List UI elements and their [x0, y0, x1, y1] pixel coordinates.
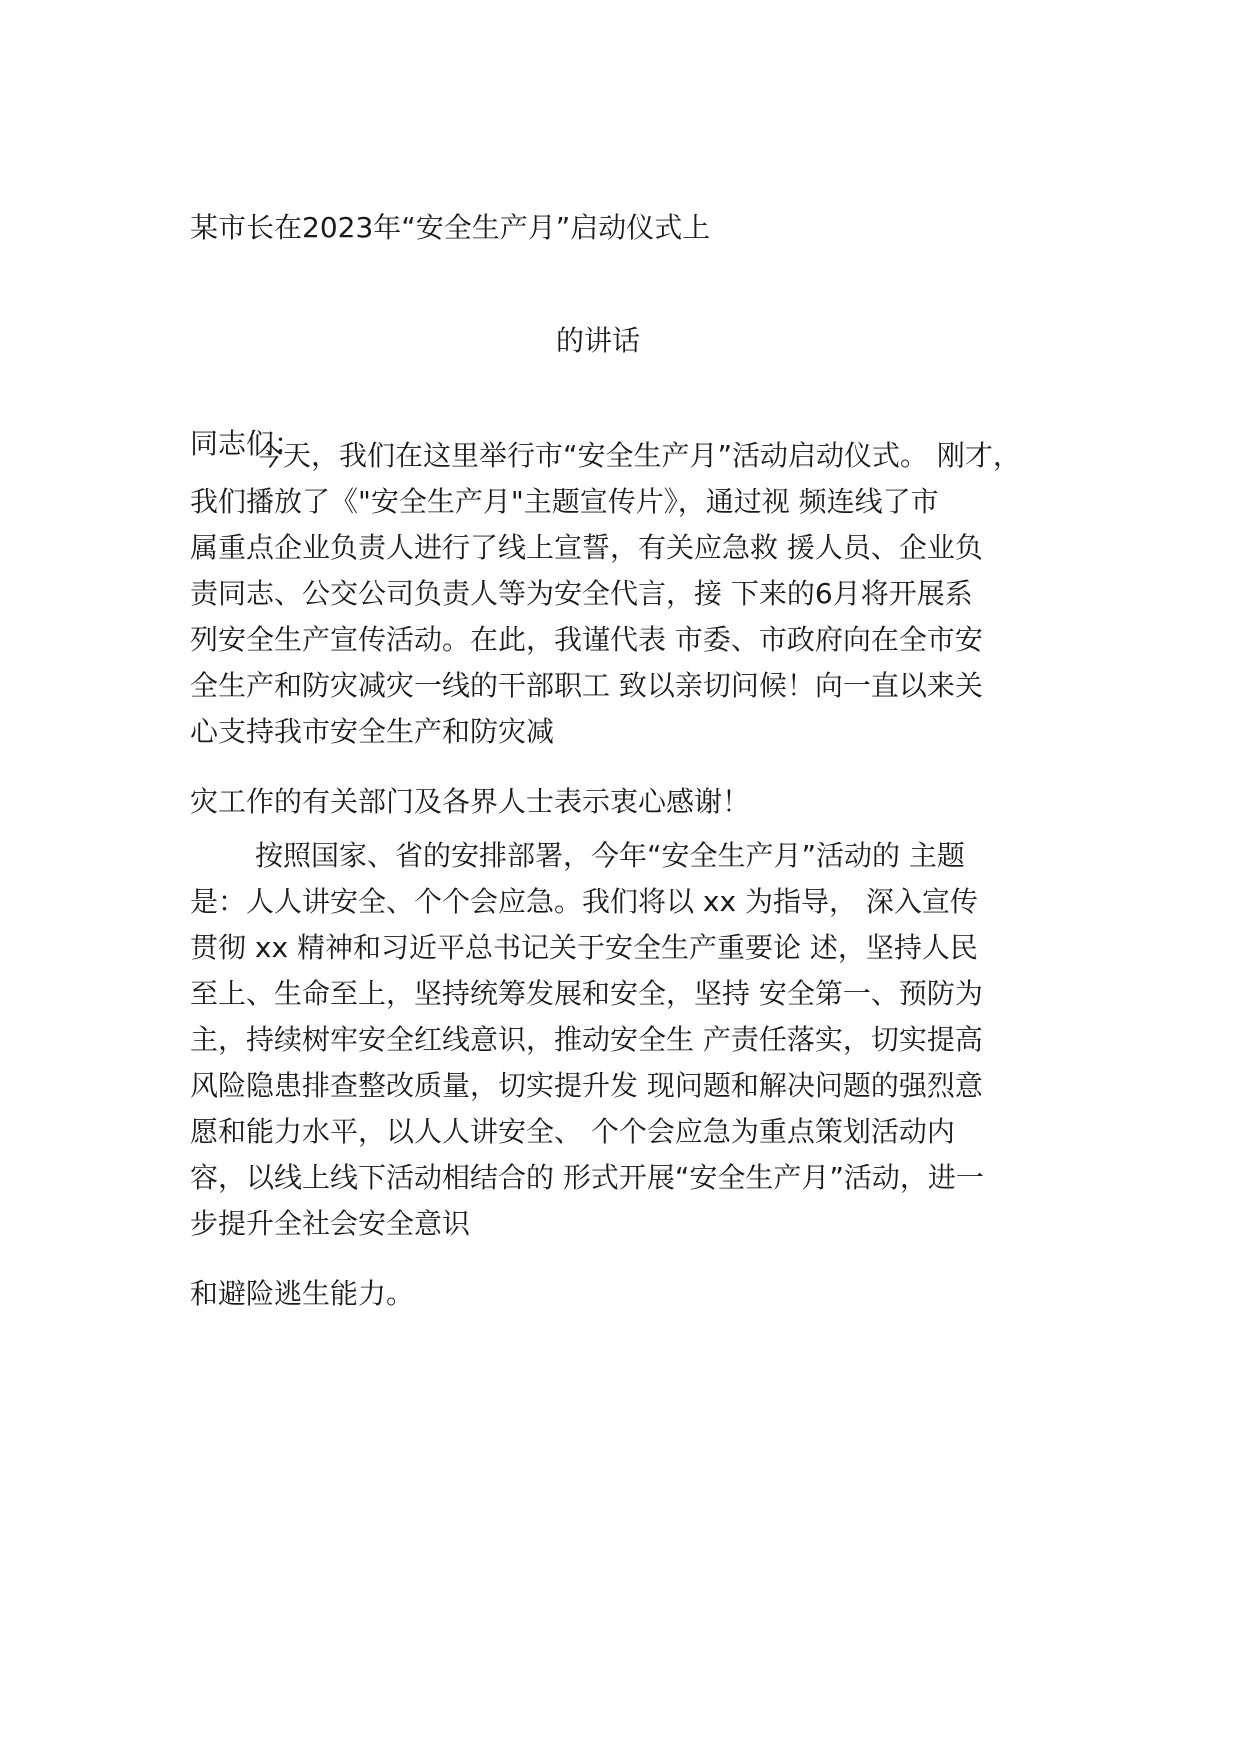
- para2-line-1: 按照国家、省的安排部署，今年“安全生产月”活动的 主题: [255, 839, 965, 872]
- para2-line-2: 是：人人讲安全、个个会应急。我们将以 xx 为指导， 深入宣传: [190, 885, 978, 918]
- para2-line-6: 风险隐患排查整改质量，切实提升发 现问题和解决问题的强烈意: [190, 1069, 983, 1102]
- para2-line-3: 贯彻 xx 精神和习近平总书记关于安全生产重要论 述，坚持人民: [190, 931, 978, 964]
- title-line-1: 某市长在2023年“安全生产月”启动仪式上: [190, 211, 711, 244]
- para1-line-2: 我们播放了《"安全生产月"主题宣传片》，通过视 频连线了市: [190, 485, 939, 518]
- para2-line-4: 至上、生命至上，坚持统筹发展和安全，坚持 安全第一、预防为: [190, 977, 983, 1010]
- para1-line-6: 全生产和防灾减灾一线的干部职工 致以亲切问候！向一直以来关: [190, 669, 983, 702]
- para1-line-7: 心支持我市安全生产和防灾减: [190, 715, 555, 748]
- para2-line-7: 愿和能力水平，以人人讲安全、 个个会应急为重点策划活动内: [190, 1115, 955, 1148]
- para2-tail: 和避险逃生能力。: [190, 1277, 415, 1310]
- para2-line-9: 步提升全社会安全意识: [190, 1207, 471, 1240]
- para1-line-1: 今天，我们在这里举行市“安全生产月”活动启动仪式。 刚才，: [255, 439, 1021, 472]
- para2-line-8: 容，以线上线下活动相结合的 形式开展“安全生产月”活动，进一: [190, 1161, 984, 1194]
- title-line-2: 的讲话: [556, 324, 641, 357]
- para1-line-4: 责同志、公交公司负责人等为安全代言，接 下来的6月将开展系: [190, 577, 973, 610]
- para1-tail: 灾工作的有关部门及各界人士表示衷心感谢！: [190, 785, 751, 818]
- para1-line-5: 列安全生产宣传活动。在此，我谨代表 市委、市政府向在全市安: [190, 623, 983, 656]
- greeting: 同志们：: [190, 427, 303, 460]
- para1-line-3: 属重点企业负责人进行了线上宣誓，有关应急救 援人员、企业负: [190, 531, 983, 564]
- para2-line-5: 主，持续树牢安全红线意识，推动安全生 产责任落实，切实提高: [190, 1023, 983, 1056]
